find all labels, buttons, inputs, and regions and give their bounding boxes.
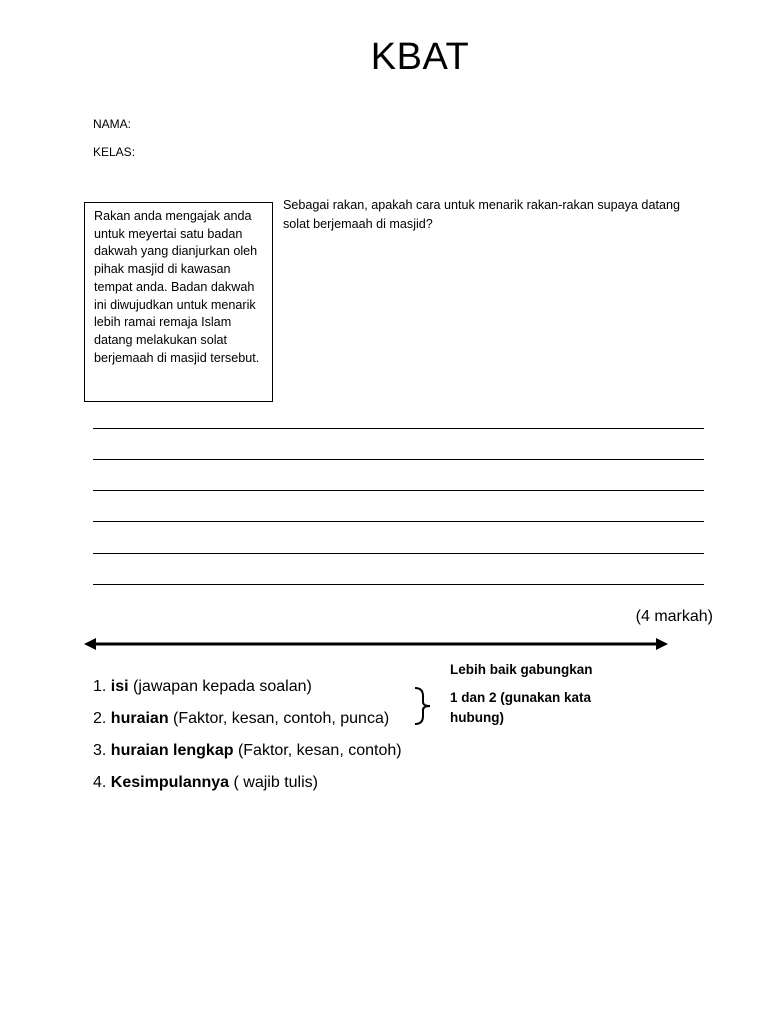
list-item: 4. Kesimpulannya ( wajib tulis) bbox=[93, 774, 318, 791]
note-line-1: Lebih baik gabungkan bbox=[450, 662, 593, 677]
marks-label: (4 markah) bbox=[635, 608, 713, 625]
right-brace-icon bbox=[414, 686, 432, 726]
question-text: Sebagai rakan, apakah cara untuk menarik rakan-rakan supaya datang solat berjemaah di masjid? bbox=[283, 198, 680, 231]
class-field-label: KELAS: bbox=[93, 145, 136, 159]
answer-line bbox=[93, 459, 704, 460]
answer-line bbox=[93, 428, 704, 429]
list-item: 3. huraian lengkap (Faktor, kesan, contoh) bbox=[93, 742, 402, 759]
answer-line bbox=[93, 584, 704, 585]
note-line-2: 1 dan 2 (gunakan kata hubung) bbox=[450, 690, 592, 725]
answer-steps-list bbox=[93, 676, 402, 804]
scenario-box: Rakan anda mengajak anda untuk meyertai satu badan dakwah yang dianjurkan oleh pihak masjid di kawasan tempat anda. Badan dakwah ini diwujudkan untuk menarik lebih ramai remaja Islam datang melakukan solat berjemaah di masjid tersebut. bbox=[84, 202, 273, 402]
answer-line bbox=[93, 521, 704, 522]
page-title: KBAT bbox=[370, 36, 470, 78]
answer-line bbox=[93, 553, 704, 554]
answer-line bbox=[93, 490, 704, 491]
list-item: 2. huraian (Faktor, kesan, contoh, punca) bbox=[93, 710, 390, 727]
name-field-label: NAMA: bbox=[93, 117, 132, 131]
list-item: 1. isi (jawapan kepada soalan) bbox=[93, 678, 312, 695]
double-arrow-icon bbox=[84, 636, 668, 652]
